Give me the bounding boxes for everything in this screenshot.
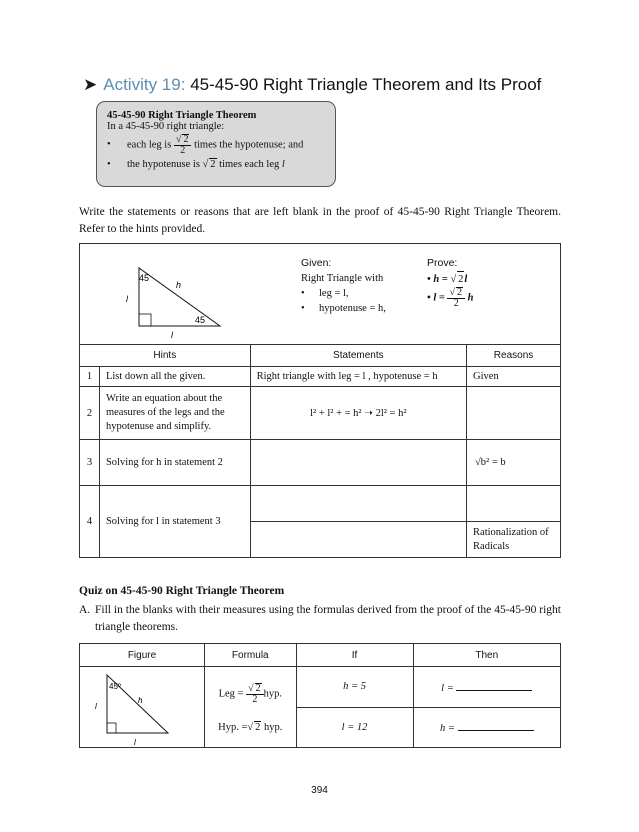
angle-label-bottom: 45 <box>195 315 206 325</box>
arrow-icon: ➤ <box>83 75 98 94</box>
quiz-triangle-figure <box>80 667 204 747</box>
theorem-title: 45-45-90 Right Triangle Theorem <box>107 110 257 121</box>
quiz-leg-left-label: l <box>95 702 97 711</box>
theorem-box <box>96 101 336 187</box>
answer-blank[interactable] <box>458 720 534 731</box>
hyp-label: h <box>176 280 182 290</box>
proof-table: 45 45 h l l Given: Right Triangle with • leg = l, • hypotenuse = h, Prove: • h = √ 2l • l = $\frac{√ 2}{2}$ h Hints Statements Reasons 1 List down all the given. Right triangle with leg = l , hypotenuse = h Given 2 Write an equation about the measures of the legs and the hypotenuse and simplify. l² + l² + = h² ➝ 2l² = h² 3 Solving for h in statement 2 √b² = b 4 Solving for l in statement 3 Rationalization of Radicals <box>79 243 561 558</box>
given-prove-cell <box>80 244 561 345</box>
answer-row-2: h = <box>413 707 560 748</box>
table-row: 4 Solving for l in statement 3 <box>80 486 561 522</box>
col-header-formula: Formula <box>205 644 297 667</box>
quiz-angle-label: 45º <box>109 682 121 691</box>
theorem-intro: In a 45-45-90 right triangle: <box>107 121 225 132</box>
page-title <box>83 75 541 95</box>
fraction: $\frac{√ 2}{2}$ <box>174 134 192 156</box>
col-header-reasons: Reasons <box>467 345 561 367</box>
theorem-bullet-1: • each leg is $\frac{√ 2}{2}$ times the hypotenuse; and <box>107 134 304 156</box>
answer-row-1: l = <box>413 667 560 708</box>
table-row: 2 Write an equation about the measures of the legs and the hypotenuse and simplify. l² + l² + = h² ➝ 2l² = h² <box>80 387 561 440</box>
statement-blank[interactable] <box>250 486 466 522</box>
leg-label-bottom: l <box>171 330 173 340</box>
col-header-then: Then <box>413 644 560 667</box>
formula-leg: Leg = $\frac{√ 2}{2}$ hyp. <box>205 667 297 708</box>
quiz-leg-bottom-label: l <box>134 738 136 747</box>
prove-block: Prove: • h = √ 2l • l = $\frac{√ 2}{2}$ h <box>427 257 474 309</box>
theorem-bullet-2: • the hypotenuse is √ 2 times each leg l <box>107 159 285 170</box>
col-header-hints: Hints <box>80 345 251 367</box>
quiz-figure-cell <box>80 667 205 748</box>
triangle-figure <box>120 256 240 340</box>
reason-blank[interactable] <box>467 387 561 440</box>
table-row: 1 List down all the given. Right triangle with leg = l , hypotenuse = h Given <box>80 367 561 387</box>
quiz-title: Quiz on 45-45-90 Right Triangle Theorem <box>79 585 285 597</box>
leg-label-left: l <box>126 294 128 304</box>
col-header-if: If <box>296 644 413 667</box>
quiz-table: Figure Formula If Then 45º h l l Leg = $\frac{√ 2}{2}$ hyp. h = 5 l = Hyp. =√ 2 hyp. l = 12 h = <box>79 643 561 748</box>
page-number: 394 <box>311 785 328 796</box>
formula-hyp: Hyp. =√ 2 hyp. <box>205 707 297 748</box>
quiz-hyp-label: h <box>138 696 143 705</box>
col-header-figure: Figure <box>80 644 205 667</box>
col-header-statements: Statements <box>250 345 466 367</box>
instructions: Write the statements or reasons that are left blank in the proof of 45-45-90 Right Triangle Theorem. Refer to the hints provided. <box>79 206 561 235</box>
angle-label-top: 45 <box>139 273 150 283</box>
reason-blank[interactable] <box>467 486 561 522</box>
table-row: 3 Solving for h in statement 2 √b² = b <box>80 440 561 486</box>
quiz-instructions: A. Fill in the blanks with their measures using the formulas derived from the proof of the 45-45-90 right triangle theorems. <box>79 604 561 633</box>
answer-blank[interactable] <box>456 680 532 691</box>
given-block: Given: Right Triangle with • leg = l, • hypotenuse = h, <box>301 257 386 314</box>
statement-blank[interactable] <box>250 440 466 486</box>
given-label: Given: <box>301 257 332 269</box>
activity-title: 45-45-90 Right Triangle Theorem and Its Proof <box>190 75 542 94</box>
prove-label: Prove: <box>427 257 458 269</box>
activity-label: Activity 19: <box>103 75 186 94</box>
statement-blank[interactable] <box>250 522 466 558</box>
